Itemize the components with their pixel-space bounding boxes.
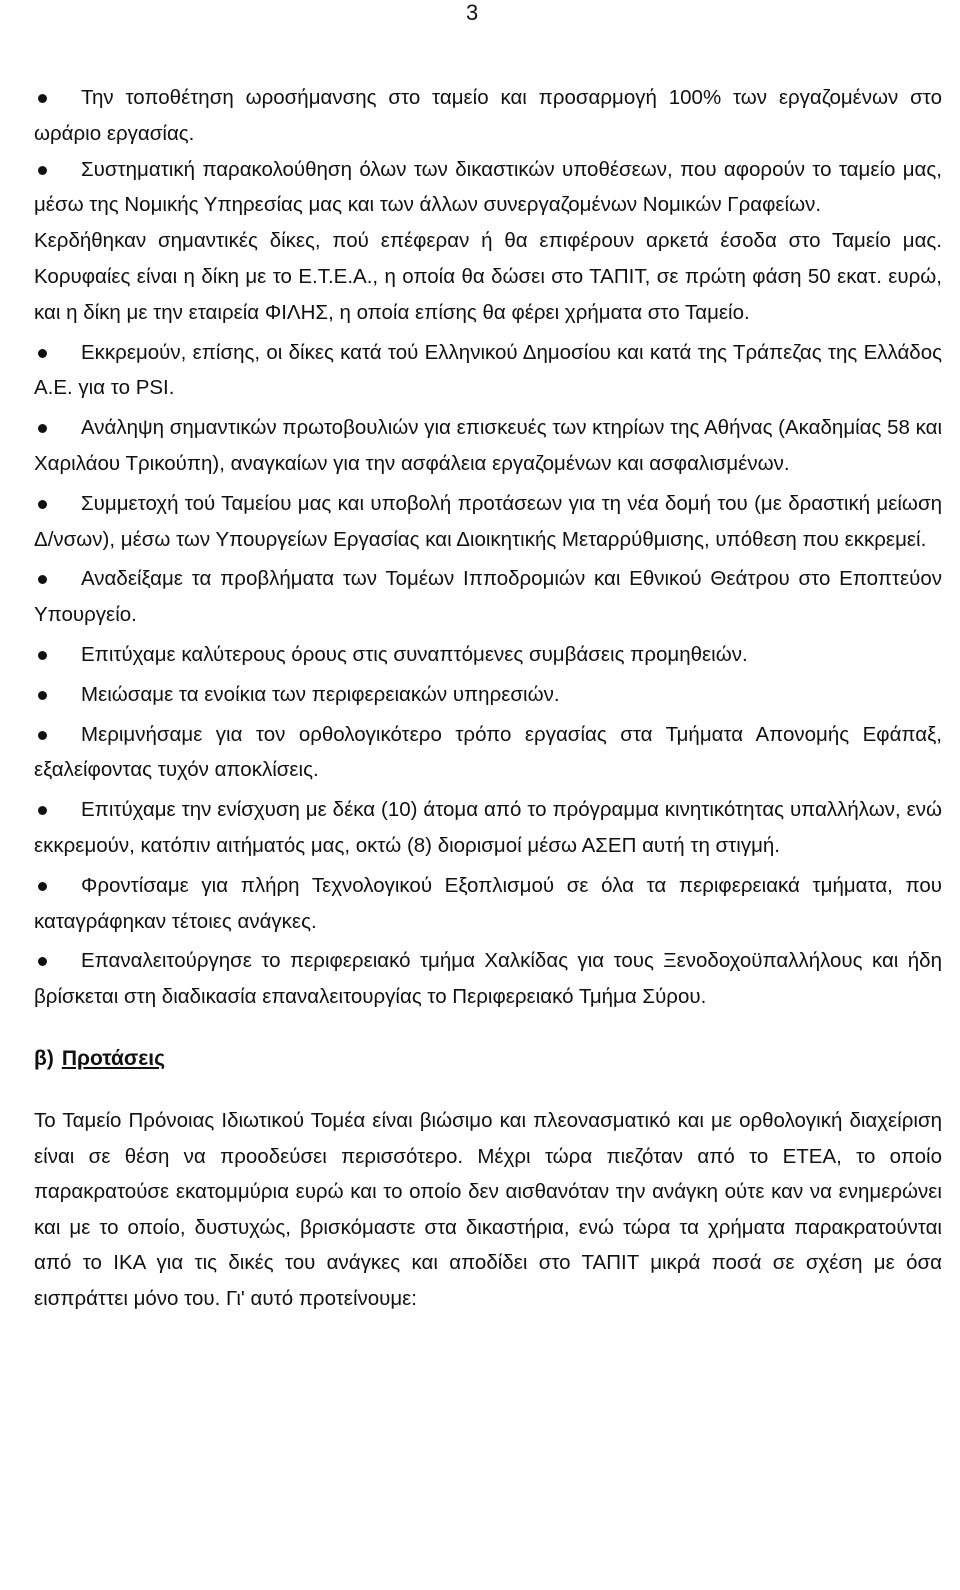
- bullet-icon: [38, 806, 47, 815]
- list-item-text: Επιτύχαμε την ενίσχυση με δέκα (10) άτομα από το πρόγραμμα κινητικότητας υπαλλήλων, ενώ εκκρεμούν, κατόπιν αιτήματός μας, οκτώ (8) διορισμοί μέσω ΑΣΕΠ αυτή τη στιγμή.: [34, 798, 942, 857]
- proposals-paragraph: Το Ταμείο Πρόνοιας Ιδιωτικού Τομέα είναι βιώσιμο και πλεονασματικό και με ορθολογική διαχείριση είναι σε θέση να προοδεύσει περισσότερο. Μέχρι τώρα πιεζόταν από το ΕΤΕΑ, το οποίο παρακρατούσε εκατομμύρια ευρώ και το οποίο δεν αισθανόταν την ανάγκη ούτε καν να ενημερώνει και με το οποίο, δυστυχώς, βρισκόμαστε στα δικαστήρια, ενώ τώρα τα χρήματα παρακρατούνται από το ΙΚΑ για τις δικές του ανάγκες και αποδίδει στο ΤΑΠΙΤ μικρά ποσά σε σχέση με όσα εισπράττει μόνο του. Γι' αυτό προτείνουμε:: [34, 1108, 942, 1310]
- list-item: [34, 792, 942, 864]
- list-item-text: Την τοποθέτηση ωροσήμανσης στο ταμείο και προσαρμογή 100% των εργαζομένων στο ωράριο εργασίας.: [34, 86, 942, 145]
- list-item-text: Συμμετοχή τού Ταμείου μας και υποβολή προτάσεων για τη νέα δομή του (με δραστική μείωση Δ/νσων), μέσω των Υπουργείων Εργασίας και Διοικητικής Μεταρρύθμισης, υπόθεση που εκκρεμεί.: [34, 491, 942, 551]
- list-item: [34, 943, 942, 1015]
- list-item: [34, 717, 942, 789]
- bullet-icon: [38, 424, 47, 433]
- list-item: [34, 152, 942, 224]
- list-item: [34, 637, 942, 673]
- list-item-continuation: [34, 223, 942, 330]
- list-item: [34, 677, 942, 713]
- list-item-text: Επιτύχαμε καλύτερους όρους στις συναπτόμενες συμβάσεις προμηθειών.: [81, 642, 748, 666]
- list-item-text: Κερδήθηκαν σημαντικές δίκες, πού επέφεραν ή θα επιφέρουν αρκετά έσοδα στο Ταμείο μας. Κορυφαίες είναι η δίκη με το Ε.Τ.Ε.Α., η οποία θα δώσει στο ΤΑΠΙΤ, σε πρώτη φάση 50 εκατ. ευρώ, και η δίκη με την εταιρεία ΦΙΛΗΣ, η οποία επίσης θα φέρει χρήματα στο Ταμείο.: [34, 229, 942, 324]
- list-item: [34, 410, 942, 482]
- bullet-icon: [38, 957, 47, 966]
- bullet-icon: [38, 500, 47, 509]
- section-heading: [34, 1041, 942, 1077]
- document-body: [34, 80, 942, 1316]
- list-item-text: Αναδείξαμε τα προβλήματα των Τομέων Ιπποδρομιών και Εθνικού Θεάτρου στο Εποπτεύον Υπουργείο.: [34, 567, 942, 627]
- bullet-icon: [38, 166, 47, 175]
- list-item: [34, 80, 942, 152]
- bullet-icon: [38, 691, 47, 700]
- list-item: [34, 335, 942, 407]
- list-item: [34, 561, 942, 633]
- list-item-text: Ανάληψη σημαντικών πρωτοβουλιών για επισκευές των κτηρίων της Αθήνας (Ακαδημίας 58 και Χαριλάου Τρικούπη), αναγκαίων για την ασφάλεια εργαζομένων και ασφαλισμένων.: [34, 416, 943, 475]
- section-label: β): [34, 1046, 54, 1070]
- bullet-icon: [38, 575, 47, 584]
- section-title: Προτάσεις: [61, 1046, 165, 1070]
- list-item: [34, 486, 942, 558]
- bullet-icon: [38, 731, 47, 740]
- page-number: 3: [466, 0, 479, 25]
- list-item-text: Συστηματική παρακολούθηση όλων των δικαστικών υποθέσεων, που αφορούν το ταμείο μας, μέσω της Νομικής Υπηρεσίας μας και των άλλων συνεργαζομένων Νομικών Γραφείων.: [34, 157, 942, 217]
- list-item-text: Επαναλειτούργησε το περιφερειακό τμήμα Χαλκίδας για τους Ξενοδοχοϋπαλλήλους και ήδη βρίσκεται στη διαδικασία επαναλειτουργίας το Περιφερειακό Τμήμα Σύρου.: [34, 949, 942, 1009]
- bullet-icon: [38, 349, 47, 358]
- list-item-text: Εκκρεμούν, επίσης, οι δίκες κατά τού Ελληνικού Δημοσίου και κατά της Τράπεζας της Ελλάδος Α.Ε. για το PSI.: [34, 340, 942, 400]
- bullet-icon: [38, 94, 47, 103]
- list-item: [34, 868, 942, 940]
- bullet-icon: [38, 882, 47, 891]
- achievements-list: [34, 80, 942, 1015]
- list-item-text: Μειώσαμε τα ενοίκια των περιφερειακών υπηρεσιών.: [81, 682, 560, 706]
- list-item-text: Μεριμνήσαμε για τον ορθολογικότερο τρόπο εργασίας στα Τμήματα Απονομής Εφάπαξ, εξαλείφοντας τυχόν αποκλίσεις.: [34, 722, 942, 782]
- bullet-icon: [38, 651, 47, 660]
- list-item-text: Φροντίσαμε για πλήρη Τεχνολογικού Εξοπλισμού σε όλα τα περιφερειακά τμήματα, που καταγράφηκαν τέτοιες ανάγκες.: [34, 873, 942, 933]
